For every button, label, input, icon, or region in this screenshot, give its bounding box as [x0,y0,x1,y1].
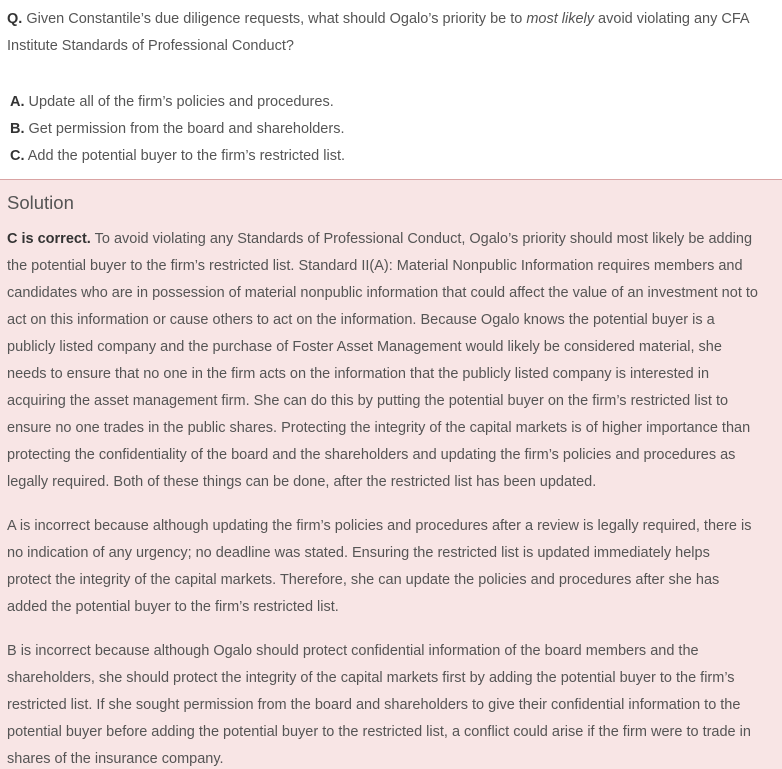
question-text [7,6,782,60]
solution-paragraph-a [7,513,782,621]
option-a-letter: A. [10,94,25,110]
question-line-1 [7,6,782,33]
answer-options [10,89,345,170]
option-b-text: Get permission from the board and shareholders. [24,121,345,137]
option-a [10,89,345,116]
solution-line: act on this information or cause others to act on the information. Because Ogalo knows the potential buyer is a [7,312,715,328]
solution-line: B is incorrect because although Ogalo should protect confidential information of the board members and the [7,643,699,659]
correct-answer-label: C is correct. [7,231,91,247]
solution-line: restricted list. If she sought permission from the board and shareholders to give their confidential information to the [7,697,741,713]
solution-line: shares of the insurance company. [7,751,224,767]
question-emphasis: most likely [526,11,595,27]
solution-line: added the potential buyer to the firm’s restricted list. [7,599,339,615]
solution-line: protect the integrity of the capital markets. Therefore, she can update the policies and procedures after she has [7,572,720,588]
solution-line: acquiring the asset management firm. She can do this by putting the potential buyer on the firm’s restricted list to [7,393,729,409]
solution-line [7,226,782,253]
solution-line: candidates who are in possession of material nonpublic information that could affect the value of an investment not to [7,285,758,301]
option-a-text: Update all of the firm’s policies and procedures. [24,94,334,110]
option-b-letter: B. [10,121,25,137]
option-b [10,116,345,143]
question-line-1-post: avoid violating any CFA [594,11,750,27]
solution-line: A is incorrect because although updating the firm’s policies and procedures after a review is legally required, there is [7,518,752,534]
solution-line: ensure no one trades in the public shares. Protecting the integrity of the capital markets is of higher importance than [7,420,751,436]
solution-paragraph-correct [7,226,782,496]
solution-line: legally required. Both of these things can be done, after the restricted list has been updated. [7,474,597,490]
option-c-text: Add the potential buyer to the firm’s restricted list. [24,148,346,164]
question-label: Q. [7,11,23,27]
solution-line: shareholders, she should protect the integrity of the capital markets first by adding the potential buyer to the firm’s [7,670,735,686]
solution-line: no indication of any urgency; no deadline was stated. Ensuring the restricted list is updated immediately helps [7,545,710,561]
solution-paragraph-b [7,638,782,769]
solution-line: potential buyer before adding the potential buyer to the restricted list, a conflict could arise if the firm were to trade in [7,724,751,740]
option-c [10,143,345,170]
option-c-letter: C. [10,148,25,164]
solution-line: publicly listed company and the purchase of Foster Asset Management would likely be considered material, she [7,339,722,355]
question-line-2: Institute Standards of Professional Conduct? [7,38,294,54]
solution-text: To avoid violating any Standards of Professional Conduct, Ogalo’s priority should most likely be adding [90,231,753,247]
question-line-1-pre: Given Constantile’s due diligence requests, what should Ogalo’s priority be to [22,11,527,27]
solution-line: the potential buyer to the firm’s restricted list. Standard II(A): Material Nonpublic Information requires members and [7,258,743,274]
solution-title: Solution [7,192,74,213]
solution-line: needs to ensure that no one in the firm acts on the information that the publicly listed company is interested in [7,366,710,382]
solution-line: protecting the confidentiality of the board and the shareholders and updating the firm’s policies and procedures as [7,447,736,463]
solution-panel [0,179,782,769]
